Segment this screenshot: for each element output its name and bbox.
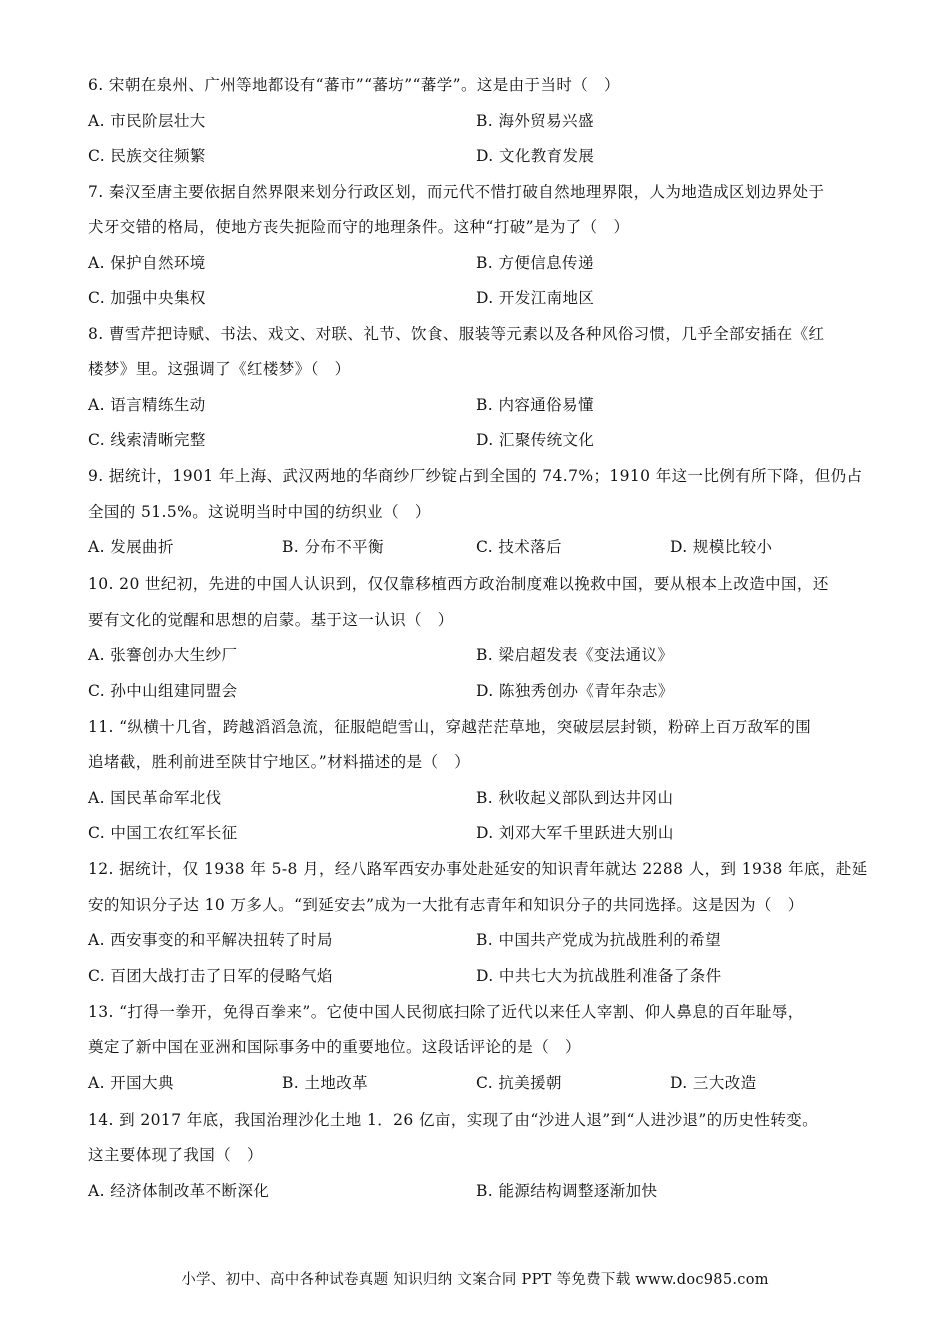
- options-row: [88, 1174, 863, 1210]
- option-d: D. 开发江南地区: [476, 289, 595, 307]
- options-row: [88, 638, 863, 674]
- option-b: B. 方便信息传递: [476, 253, 594, 272]
- options-row: [88, 530, 863, 566]
- option-b: B. 梁启超发表《变法通议》: [476, 646, 674, 664]
- option-b: B. 秋收起义部队到达井冈山: [476, 788, 674, 807]
- question-stem: 6. 宋朝在泉州、广州等地都设有“蕃市”“蕃坊”“蕃学”。这是由于当时（ ）: [88, 76, 620, 94]
- option-c: C. 加强中央集权: [88, 289, 206, 307]
- question-stem: 7. 秦汉至唐主要依据自然界限来划分行政区划，而元代不惜打破自然地理界限，人为地造成区划边界处于: [88, 182, 825, 201]
- option-b: B. 能源结构调整逐渐加快: [476, 1181, 658, 1200]
- option-a: A. 语言精练生动: [88, 395, 206, 414]
- option-a: A. 张謇创办大生纱厂: [88, 646, 238, 664]
- option-d: D. 三大改造: [670, 1073, 757, 1092]
- options-row: [88, 674, 863, 710]
- question-7: [88, 175, 863, 317]
- option-a: A. 发展曲折: [88, 538, 174, 556]
- option-a: A. 市民阶层壮大: [88, 111, 206, 130]
- options-row: [88, 923, 863, 959]
- option-a: A. 开国大典: [88, 1073, 174, 1092]
- question-stem: 安的知识分子达 10 万多人。“到延安去”成为一大批有志青年和知识分子的共同选择。这是因为（ ）: [88, 895, 804, 914]
- option-d: D. 文化教育发展: [476, 147, 595, 165]
- option-c: C. 孙中山组建同盟会: [88, 681, 238, 700]
- question-stem: 追堵截，胜利前进至陕甘宁地区。”材料描述的是（ ）: [88, 753, 471, 771]
- question-13: [88, 995, 863, 1102]
- option-a: A. 经济体制改革不断深化: [88, 1181, 270, 1200]
- page-footer: 小学、初中、高中各种试卷真题 知识归纳 文案合同 PPT 等免费下载 www.doc985.com: [181, 1272, 769, 1288]
- option-a: A. 西安事变的和平解决扭转了时局: [88, 931, 333, 949]
- options-row: [88, 1066, 863, 1102]
- option-d: D. 规模比较小: [670, 538, 773, 556]
- option-a: A. 国民革命军北伐: [88, 788, 222, 807]
- option-c: C. 抗美援朝: [476, 1073, 562, 1092]
- option-b: B. 内容通俗易懂: [476, 395, 594, 414]
- question-stem: 10. 20 世纪初，先进的中国人认识到，仅仅靠移植西方政治制度难以挽救中国，要从根本上改造中国，还: [88, 575, 829, 593]
- options-row: [88, 423, 863, 459]
- question-9: [88, 459, 863, 566]
- question-stem: 11. “纵横十几省，跨越滔滔急流，征服皑皑雪山，穿越茫茫草地，突破层层封锁，粉碎上百万敌军的围: [88, 717, 812, 736]
- question-8: [88, 317, 863, 459]
- options-row: [88, 139, 863, 175]
- option-c: C. 技术落后: [476, 538, 562, 556]
- option-b: B. 土地改革: [282, 1073, 369, 1092]
- question-stem: 9. 据统计，1901 年上海、武汉两地的华商纱厂纱锭占到全国的 74.7%；1910 年这一比例有所下降，但仍占: [88, 467, 863, 485]
- question-stem: 全国的 51.5%。这说明当时中国的纺织业（ ）: [88, 502, 431, 521]
- option-b: B. 分布不平衡: [282, 538, 384, 556]
- question-stem: 楼梦》里。这强调了《红楼梦》（ ）: [88, 360, 351, 378]
- question-stem: 奠定了新中国在亚洲和国际事务中的重要地位。这段话评论的是（ ）: [88, 1038, 581, 1056]
- question-14: [88, 1103, 863, 1210]
- question-10: [88, 567, 863, 709]
- option-b: B. 中国共产党成为抗战胜利的希望: [476, 931, 722, 949]
- option-c: C. 线索清晰完整: [88, 431, 206, 449]
- option-d: D. 陈独秀创办《青年杂志》: [476, 681, 674, 700]
- question-stem: 犬牙交错的格局，使地方丧失扼险而守的地理条件。这种“打破”是为了（ ）: [88, 218, 630, 236]
- question-6: [88, 68, 863, 175]
- question-11: [88, 710, 863, 852]
- option-c: C. 中国工农红军长征: [88, 824, 238, 842]
- options-row: [88, 781, 863, 817]
- option-a: A. 保护自然环境: [88, 253, 206, 272]
- option-b: B. 海外贸易兴盛: [476, 111, 594, 130]
- options-row: [88, 104, 863, 140]
- question-12: [88, 852, 868, 994]
- option-d: D. 汇聚传统文化: [476, 431, 595, 449]
- question-stem: 8. 曹雪芹把诗赋、书法、戏文、对联、礼节、饮食、服装等元素以及各种风俗习惯，几乎全部安插在《红: [88, 324, 825, 343]
- options-row: [88, 959, 863, 995]
- options-row: [88, 388, 863, 424]
- question-stem: 14. 到 2017 年底，我国治理沙化土地 1．26 亿亩，实现了由“沙进人退”到“人进沙退”的历史性转变。: [88, 1110, 819, 1129]
- option-c: C. 民族交往频繁: [88, 147, 206, 165]
- options-row: [88, 246, 863, 282]
- option-d: D. 刘邓大军千里跃进大别山: [476, 824, 674, 842]
- question-stem: 13. “打得一拳开，免得百拳来”。它使中国人民彻底扫除了近代以来任人宰割、仰人鼻息的百年耻辱，: [88, 1002, 804, 1021]
- question-stem: 12. 据统计，仅 1938 年 5-8 月，经八路军西安办事处赴延安的知识青年就达 2288 人，到 1938 年底，赴延: [88, 860, 868, 878]
- options-row: [88, 816, 863, 852]
- question-stem: 要有文化的觉醒和思想的启蒙。基于这一认识（ ）: [88, 610, 454, 629]
- option-d: D. 中共七大为抗战胜利准备了条件: [476, 966, 722, 985]
- option-c: C. 百团大战打击了日军的侵略气焰: [88, 966, 333, 985]
- options-row: [88, 281, 863, 317]
- question-stem: 这主要体现了我国（ ）: [88, 1146, 263, 1164]
